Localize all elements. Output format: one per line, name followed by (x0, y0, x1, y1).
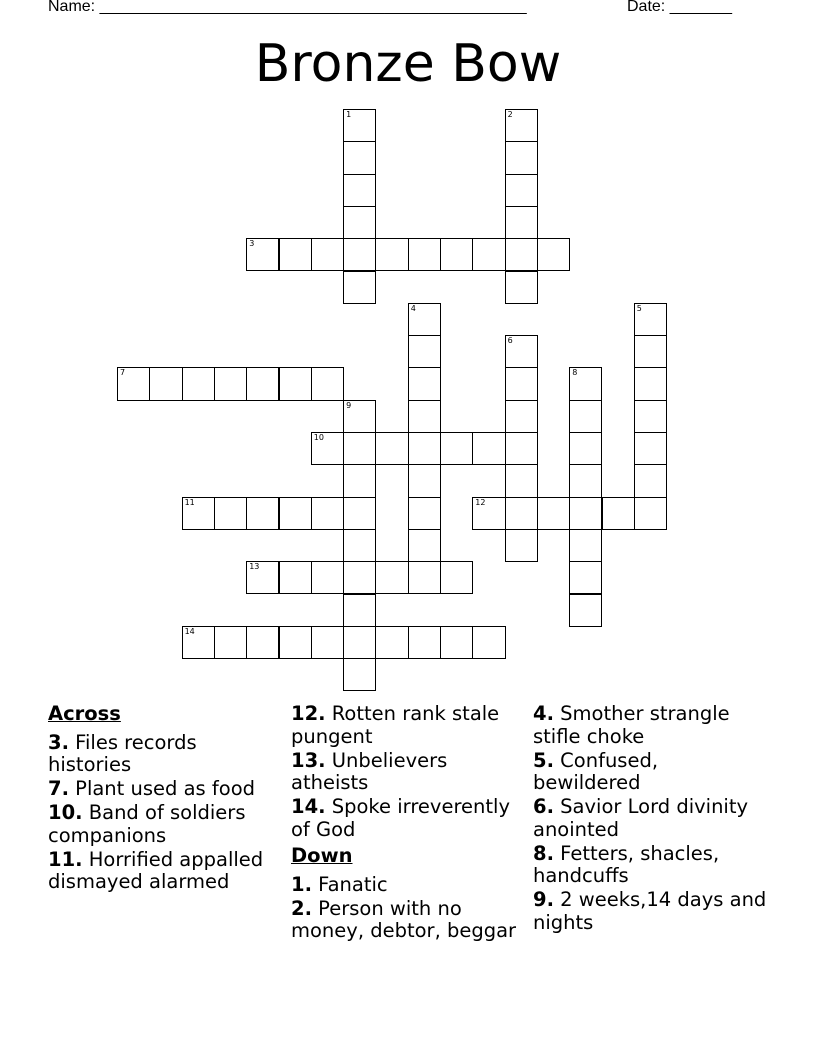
clue-item (48, 732, 284, 777)
page-title: Bronze Bow (254, 34, 562, 94)
crossword-cell[interactable] (505, 141, 538, 174)
crossword-cell[interactable] (408, 529, 441, 562)
crossword-cell[interactable] (505, 432, 538, 465)
clue-item (291, 874, 527, 897)
clue-text: Horrified appalled dismayed alarmed (48, 847, 264, 893)
clue-item (48, 802, 284, 847)
crossword-cell[interactable] (505, 464, 538, 497)
clue-number-label: 12 (475, 497, 486, 507)
crossword-cell[interactable] (246, 626, 279, 659)
crossword-cell[interactable] (505, 206, 538, 239)
crossword-cell[interactable] (408, 497, 441, 530)
crossword-cell[interactable] (343, 271, 376, 304)
clue-number: 8. (533, 841, 554, 865)
clue-number: 12. (291, 702, 326, 725)
crossword-cell[interactable] (246, 561, 279, 594)
crossword-cell[interactable] (343, 658, 376, 691)
crossword-cell[interactable] (343, 432, 376, 465)
clue-text: Files records histories (48, 730, 197, 776)
clue-item (533, 703, 769, 748)
crossword-cell[interactable] (343, 109, 376, 142)
clue-item (533, 796, 769, 841)
crossword-cell[interactable] (440, 238, 473, 271)
crossword-cell[interactable] (569, 464, 602, 497)
clue-number: 3. (48, 730, 69, 754)
crossword-cell[interactable] (279, 626, 312, 659)
clue-number: 10. (48, 801, 83, 824)
crossword-cell[interactable] (408, 432, 441, 465)
clue-number: 5. (533, 748, 554, 772)
clue-text: Band of soldiers companions (48, 801, 246, 847)
crossword-cell[interactable] (505, 400, 538, 433)
crossword-cell[interactable] (505, 271, 538, 304)
crossword-cell[interactable] (117, 367, 150, 400)
crossword-cell[interactable] (440, 626, 473, 659)
clue-text: Smother strangle stifle choke (533, 702, 730, 748)
crossword-cell[interactable] (343, 174, 376, 207)
crossword-cell[interactable] (505, 174, 538, 207)
clue-number: 11. (48, 847, 83, 871)
crossword-cell[interactable] (375, 561, 408, 594)
crossword-cell[interactable] (634, 400, 667, 433)
crossword-cell[interactable] (505, 367, 538, 400)
across-heading: Across (48, 702, 121, 725)
down-clue-list (291, 874, 527, 943)
crossword-cell[interactable] (505, 529, 538, 562)
clue-number-label: 11 (184, 497, 195, 507)
clue-number-label: 13 (249, 562, 260, 572)
crossword-cell[interactable] (408, 367, 441, 400)
clue-item (291, 796, 527, 841)
clue-number: 2. (291, 896, 312, 920)
date-line: Date: _______ (627, 0, 732, 15)
crossword-cell[interactable] (537, 238, 570, 271)
down-heading: Down (291, 844, 353, 867)
crossword-cell[interactable] (246, 497, 279, 530)
clue-number-label: 14 (184, 626, 195, 636)
crossword-cell[interactable] (472, 432, 505, 465)
clue-number-label: 5 (636, 303, 642, 313)
crossword-cell[interactable] (279, 561, 312, 594)
clue-number-label: 6 (507, 336, 513, 346)
crossword-cell[interactable] (505, 497, 538, 530)
crossword-cell[interactable] (375, 626, 408, 659)
crossword-cell[interactable] (408, 303, 441, 336)
clue-text: Savior Lord divinity anointed (533, 795, 749, 841)
crossword-cell[interactable] (311, 561, 344, 594)
clue-item (48, 778, 284, 801)
crossword-cell[interactable] (634, 464, 667, 497)
clue-text: Spoke irreverently of God (291, 795, 510, 841)
crossword-cell[interactable] (375, 238, 408, 271)
clue-column-1 (48, 703, 284, 895)
crossword-cell[interactable] (505, 238, 538, 271)
crossword-cell[interactable] (569, 497, 602, 530)
crossword-cell[interactable] (343, 594, 376, 627)
clue-text: Unbelievers atheists (291, 748, 448, 794)
crossword-cell[interactable] (149, 367, 182, 400)
crossword-cell[interactable] (569, 400, 602, 433)
crossword-cell[interactable] (408, 561, 441, 594)
clue-item (291, 750, 527, 795)
crossword-cell[interactable] (311, 626, 344, 659)
clue-number-label: 4 (410, 303, 416, 313)
crossword-cell[interactable] (569, 529, 602, 562)
clue-number: 7. (48, 777, 69, 800)
crossword-cell[interactable] (311, 367, 344, 400)
crossword-cell[interactable] (505, 335, 538, 368)
clue-number-label: 3 (249, 239, 255, 249)
clue-number: 13. (291, 748, 326, 772)
clue-text: Confused, bewildered (533, 748, 659, 794)
crossword-cell[interactable] (634, 367, 667, 400)
crossword-cell[interactable] (246, 367, 279, 400)
clue-item (533, 843, 769, 888)
clue-number-label: 1 (346, 110, 352, 119)
crossword-cell[interactable] (182, 497, 215, 530)
crossword-cell[interactable] (214, 367, 247, 400)
crossword-cell[interactable] (343, 626, 376, 659)
crossword-cell[interactable] (472, 626, 505, 659)
crossword-cell[interactable] (634, 303, 667, 336)
clue-text: Fetters, shacles, handcuffs (533, 841, 720, 887)
crossword-cell[interactable] (311, 497, 344, 530)
clue-number-label: 2 (507, 110, 513, 119)
across-clue-list (48, 732, 284, 894)
crossword-cell[interactable] (343, 464, 376, 497)
crossword-cell[interactable] (182, 626, 215, 659)
clue-number: 6. (533, 795, 554, 818)
clue-text: Fanatic (311, 872, 388, 896)
crossword-cell[interactable] (343, 497, 376, 530)
name-line: Name: ________________________________________________ (48, 0, 527, 15)
clue-item (291, 898, 527, 943)
crossword-cell[interactable] (634, 335, 667, 368)
clue-text: 2 weeks,14 days and nights (533, 888, 767, 934)
crossword-cell[interactable] (182, 367, 215, 400)
crossword-cell[interactable] (343, 206, 376, 239)
crossword-cell[interactable] (408, 400, 441, 433)
crossword-cell[interactable] (343, 238, 376, 271)
crossword-cell[interactable] (569, 561, 602, 594)
clue-number: 14. (291, 795, 326, 818)
crossword-cell[interactable] (343, 400, 376, 433)
clue-number-label: 7 (120, 368, 126, 378)
clue-number: 4. (533, 702, 554, 725)
crossword-cell[interactable] (634, 432, 667, 465)
crossword-cell[interactable] (569, 432, 602, 465)
crossword-cell[interactable] (343, 529, 376, 562)
crossword-cell[interactable] (602, 497, 635, 530)
crossword-cell[interactable] (246, 238, 279, 271)
clue-item (533, 750, 769, 795)
crossword-cell[interactable] (214, 626, 247, 659)
clue-column-3 (533, 703, 769, 936)
crossword-cell[interactable] (311, 432, 344, 465)
crossword-cell[interactable] (408, 335, 441, 368)
crossword-cell[interactable] (214, 497, 247, 530)
crossword-cell[interactable] (279, 497, 312, 530)
clue-text: Plant used as food (68, 777, 256, 800)
clue-item (533, 889, 769, 934)
crossword-cell[interactable] (569, 367, 602, 400)
clue-number-label: 9 (346, 400, 352, 410)
clue-text: Rotten rank stale pungent (291, 702, 500, 748)
crossword-cell[interactable] (634, 497, 667, 530)
clue-item (48, 849, 284, 894)
clue-number: 1. (291, 872, 312, 896)
across-clue-list-continued (291, 703, 527, 841)
clue-number-label: 10 (313, 433, 324, 442)
crossword-cell[interactable] (440, 432, 473, 465)
down-clue-list-continued (533, 703, 769, 934)
crossword-cell[interactable] (408, 464, 441, 497)
crossword-cell[interactable] (279, 238, 312, 271)
crossword-cell[interactable] (537, 497, 570, 530)
crossword-cell[interactable] (569, 594, 602, 627)
crossword-cell[interactable] (375, 432, 408, 465)
crossword-cell[interactable] (408, 626, 441, 659)
crossword-cell[interactable] (408, 238, 441, 271)
crossword-cell[interactable] (279, 367, 312, 400)
crossword-cell[interactable] (472, 497, 505, 530)
crossword-cell[interactable] (440, 561, 473, 594)
crossword-cell[interactable] (505, 109, 538, 142)
crossword-cell[interactable] (311, 238, 344, 271)
clue-column-2 (291, 703, 527, 944)
clue-text: Person with no money, debtor, beggar (291, 896, 517, 942)
crossword-cell[interactable] (343, 141, 376, 174)
crossword-cell[interactable] (472, 238, 505, 271)
crossword-cell[interactable] (343, 561, 376, 594)
clue-item (291, 703, 527, 748)
clue-number-label: 8 (572, 368, 578, 378)
clue-number: 9. (533, 888, 554, 911)
